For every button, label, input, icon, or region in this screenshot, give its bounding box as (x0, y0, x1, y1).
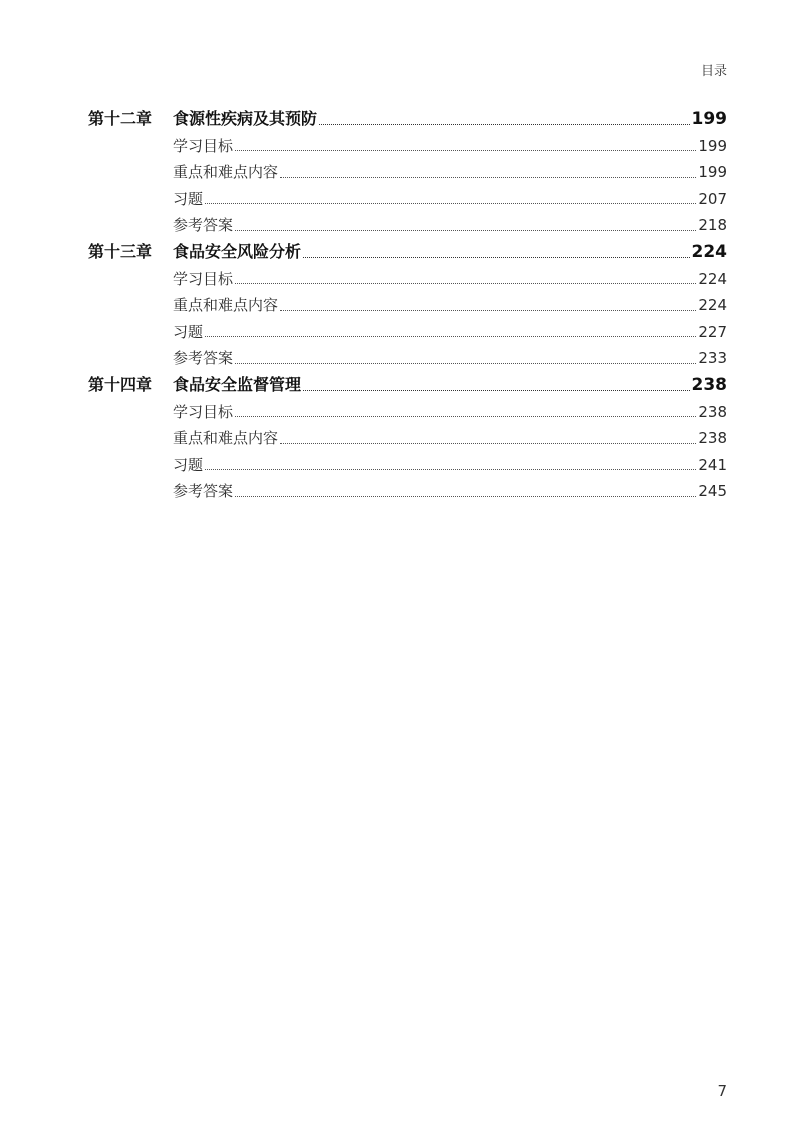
dot-leader (235, 416, 696, 417)
section-page-number: 224 (698, 296, 727, 315)
dot-leader (319, 124, 689, 125)
chapter-page-number: 238 (691, 374, 727, 395)
section-title: 参考答案 (173, 216, 234, 235)
section-page-number: 233 (698, 349, 727, 368)
dot-leader (235, 496, 696, 497)
toc-section[interactable] (88, 266, 727, 293)
section-title: 习题 (173, 189, 204, 208)
toc-section[interactable] (88, 159, 727, 186)
toc-section[interactable] (88, 345, 727, 372)
chapter-number: 第十三章 (88, 241, 153, 261)
section-title: 重点和难点内容 (173, 429, 279, 448)
section-page-number: 227 (698, 322, 727, 341)
section-page-number: 238 (698, 402, 727, 421)
chapter-number: 第十二章 (88, 109, 153, 128)
toc-section[interactable] (88, 399, 727, 426)
chapter-title: 食源性疾病及其预防 (173, 109, 318, 128)
toc-section[interactable] (88, 292, 727, 319)
dot-leader (235, 363, 696, 364)
dot-leader (205, 203, 696, 204)
toc-chapter-14[interactable] (88, 372, 727, 399)
dot-leader (235, 230, 696, 231)
dot-leader (280, 177, 696, 178)
section-title: 习题 (173, 322, 204, 341)
dot-leader (205, 336, 696, 337)
chapter-page-number: 224 (691, 241, 727, 262)
section-title: 参考答案 (173, 482, 234, 501)
dot-leader (303, 390, 689, 391)
chapter-title: 食品安全监督管理 (173, 374, 302, 394)
chapter-title: 食品安全风险分析 (173, 241, 302, 261)
chapter-number: 第十四章 (88, 374, 153, 394)
section-title: 重点和难点内容 (173, 296, 279, 315)
section-title: 参考答案 (173, 349, 234, 368)
section-title: 习题 (173, 455, 204, 474)
section-page-number: 207 (698, 189, 727, 208)
section-title: 学习目标 (173, 136, 234, 155)
dot-leader (235, 150, 696, 151)
table-of-contents (88, 106, 727, 505)
dot-leader (235, 283, 696, 284)
toc-section[interactable] (88, 452, 727, 479)
toc-section[interactable] (88, 212, 727, 239)
section-page-number: 199 (698, 136, 727, 155)
toc-chapter-13[interactable] (88, 239, 727, 266)
section-page-number: 224 (698, 269, 727, 288)
toc-section[interactable] (88, 319, 727, 346)
toc-section[interactable] (88, 425, 727, 452)
section-page-number: 241 (698, 455, 727, 474)
toc-chapter-12[interactable] (88, 106, 727, 133)
dot-leader (280, 443, 696, 444)
dot-leader (280, 310, 696, 311)
section-page-number: 245 (698, 482, 727, 501)
toc-section[interactable] (88, 478, 727, 505)
page-number: 7 (717, 1082, 727, 1100)
toc-section[interactable] (88, 133, 727, 160)
section-page-number: 218 (698, 216, 727, 235)
chapter-page-number: 199 (691, 109, 727, 129)
section-title: 重点和难点内容 (173, 163, 279, 182)
dot-leader (205, 469, 696, 470)
section-page-number: 199 (698, 163, 727, 182)
section-page-number: 238 (698, 429, 727, 448)
running-head: 目录 (700, 64, 727, 79)
section-title: 学习目标 (173, 402, 234, 421)
toc-section[interactable] (88, 186, 727, 213)
dot-leader (303, 257, 689, 258)
section-title: 学习目标 (173, 269, 234, 288)
